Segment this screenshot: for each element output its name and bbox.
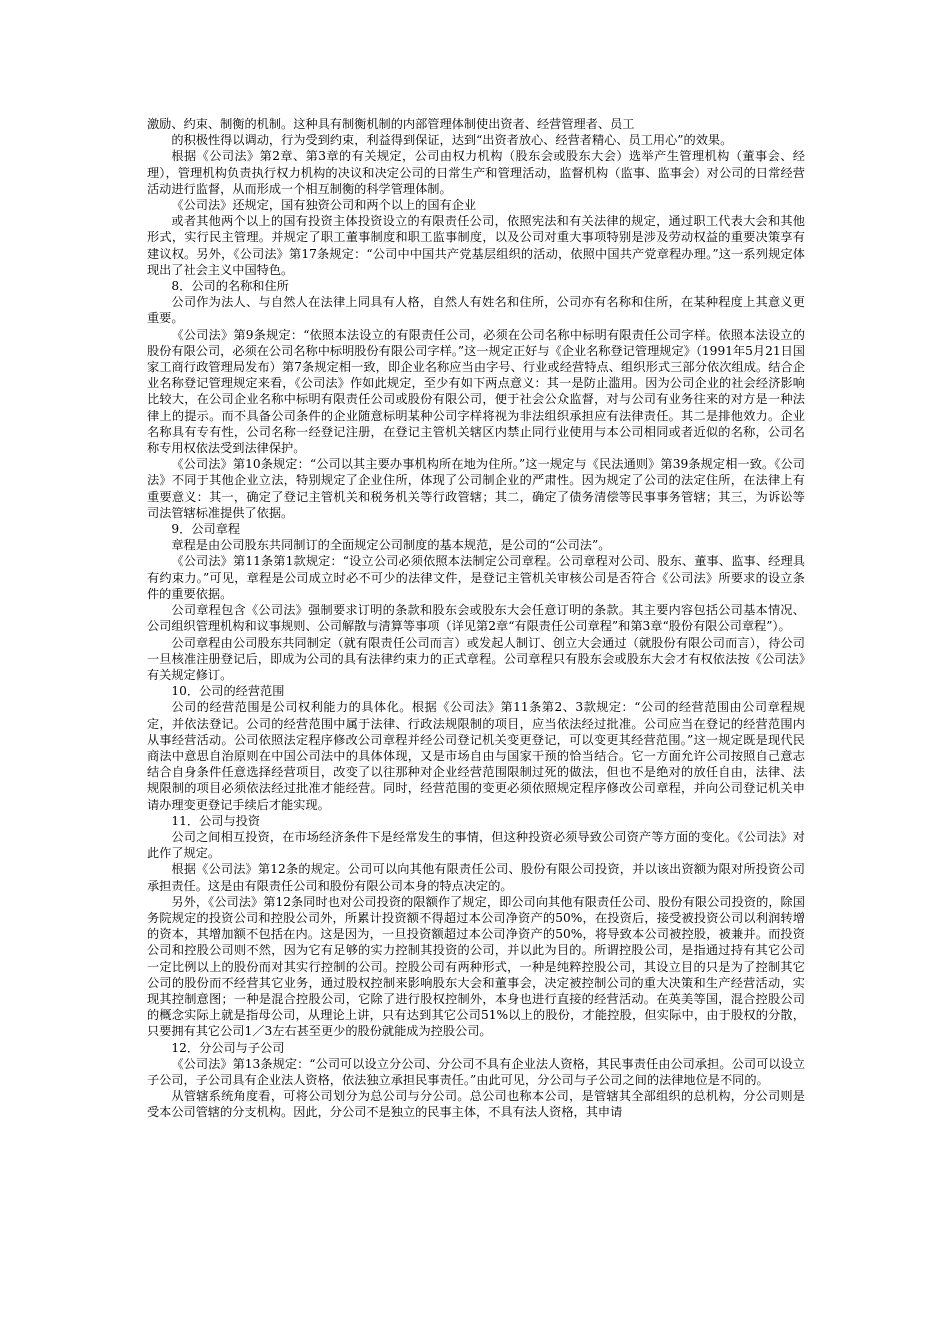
- paragraph: 公司的经营范围是公司权利能力的具体化。根据《公司法》第11条第2、3款规定：“公司的经营范围由公司章程规定，并依法登记。公司的经营范围中属于法律、行政法规限制的项目，应当依法经过批准。公司应当在登记的经营范围内从事经营活动。公司依照法定程序修改公司章程并经公司登记机关变更登记，可以变更其经营范围。”这一规定既是现代民商法中意思自治原则在中国公司法中的具体体现，又是市场自由与国家干预的恰当结合。它一方面允许公司按照自己意志结合自身条件任意选择经营项目，改变了以往那种对企业经营范围限制过死的做法，但也不是绝对的放任自由，法律、法规限制的项目必须依法经过批准才能经营。同时，经营范围的变更必须依照规定程序修改公司章程，并向公司登记机关申请办理变更登记手续后才能实现。: [147, 700, 805, 812]
- paragraph: 根据《公司法》第2章、第3章的有关规定，公司由权力机构（股东会或股东大会）选举产生管理机构（董事会、经理），管理机构负责执行权力机构的决议和决定公司的日常生产和管理活动，监督机构（监事、监事会）对公司的日常经营活动进行监督，从而形成一个相互制衡的科学管理体制。: [147, 149, 805, 196]
- paragraph: 公司章程包含《公司法》强制要求订明的条款和股东会或股东大会任意订明的条款。其主要内容包括公司基本情况、公司组织管理机构和议事规则、公司解散与清算等事项（详见第2章“有限责任公司章程”和第3章“股份有限公司章程”）。: [147, 603, 805, 634]
- paragraph: 激励、约束、制衡的机制。这种具有制衡机制的内部管理体制使出资者、经营管理者、员工: [147, 117, 635, 131]
- section-heading: 10．公司的经营范围: [171, 684, 285, 699]
- paragraph: 从管辖系统角度看，可将公司划分为总公司与分公司。总公司也称本公司，是管辖其全部组织的总机构，分公司则是受本公司管辖的分支机构。因此，分公司不是独立的民事主体，不具有法人资格，其申请: [147, 1089, 805, 1120]
- paragraph: 《公司法》第9条规定：“依照本法设立的有限责任公司，必须在公司名称中标明有限责任公司字样。依照本法设立的股份有限公司，必须在公司名称中标明股份有限公司字样。”这一规定正好与《企业名称登记管理规定》（1991年5月21日国家工商行政管理局发布）第7条规定相一致，即企业名称应当由字号、行业或经营特点、组织形式三部分依次组成。结合企业名称登记管理规定来看，《公司法》作如此规定，至少有如下两点意义：其一是防止滥用。因为公司企业的社会经济影响比较大，在公司企业名称中标明有限责任公司或股份有限公司，便于社会公众监督，对与公司有业务往来的对方是一种法律上的提示。而不具备公司条件的企业随意标明某种公司字样将视为非法组织承担应有法律责任。其二是排他效力。企业名称具有专有性，公司名称一经登记注册，在登记主管机关辖区内禁止同行业使用与本公司相同或者近似的名称，公司名称专用权依法受到法律保护。: [147, 327, 805, 456]
- paragraph: 公司章程由公司股东共同制定（就有限责任公司而言）或发起人制订、创立大会通过（就股份有限公司而言），待公司一旦核准注册登记后，即成为公司的具有法律约束力的正式章程。公司章程只有股东会或股东大会才有权依法按《公司法》有关规定修订。: [147, 635, 805, 682]
- paragraph: 公司之间相互投资，在市场经济条件下是经常发生的事情，但这种投资必须导致公司资产等方面的变化。《公司法》对此作了规定。: [147, 829, 805, 861]
- paragraph: 章程是由公司股东共同制订的全面规定公司制度的基本规范，是公司的“公司法”。: [171, 538, 611, 553]
- document-body: [147, 116, 805, 1121]
- paragraph: 的积极性得以调动，行为受到约束，利益得到保证，达到“出资者放心、经营者精心、员工用心”的效果。: [171, 133, 733, 148]
- paragraph: 根据《公司法》第12条的规定。公司可以向其他有限责任公司、股份有限公司投资，并以该出资额为限对所投资公司承担责任。这是由有限责任公司和股份有限公司本身的特点决定的。: [147, 862, 805, 893]
- section-heading: 12．分公司与子公司: [171, 1040, 285, 1055]
- paragraph: 《公司法》第11条第1款规定：“设立公司必须依照本法制定公司章程。公司章程对公司、股东、董事、监事、经理具有约束力。”可见，章程是公司成立时必不可少的法律文件，是登记主管机关审核公司是否符合《公司法》所要求的设立条件的重要依据。: [147, 554, 805, 601]
- paragraph: 《公司法》还规定，国有独资公司和两个以上的国有企业: [171, 198, 477, 213]
- paragraph: 另外，《公司法》第12条同时也对公司投资的限额作了规定，即公司向其他有限责任公司、股份有限公司投资的，除国务院规定的投资公司和控股公司外，所累计投资额不得超过本公司净资产的50%，在投资后，接受被投资公司以利润转增的资本，其增加额不包括在内。这是因为，一旦投资额超过本公司净资产的50%，将导致本公司被控股，被兼并。而投资公司和控股公司则不然，因为它有足够的实力控制其投资的公司，并以此为目的。所谓控股公司，是指通过持有其它公司一定比例以上的股份而对其实行控制的公司。控股公司有两种形式，一种是纯粹控股公司，其设立目的只是为了控制其它公司的股份而不经营其它业务，通过股权控制来影响股东大会和董事会，决定被控制公司的重大决策和生产经营活动，实现其控制意图；一种是混合控股公司，它除了进行股权控制外，本身也进行直接的经营活动。在英美等国，混合控股公司的概念实际上就是指母公司，从理论上讲，只有达到其它公司51%以上的股份，才能控股，但实际中，由于股权的分散，只要拥有其它公司1／3左右甚至更少的股份就能成为控股公司。: [147, 894, 805, 1039]
- paragraph: 《公司法》第10条规定：“公司以其主要办事机构所在地为住所。”这一规定与《民法通则》第39条规定相一致。《公司法》不同于其他企业立法，特别规定了企业住所，体现了公司制企业的严肃性。因为规定了公司的法定住所，在法律上有重要意义：其一，确定了登记主管机关和税务机关等行政管辖；其二，确定了债务清偿等民事事务管辖；其三，为诉讼等司法管辖标准提供了依据。: [147, 457, 805, 520]
- paragraph: 《公司法》第13条规定：“公司可以设立分公司、分公司不具有企业法人资格，其民事责任由公司承担。公司可以设立子公司，子公司具有企业法人资格，依法独立承担民事责任。”由此可见，分公司与子公司之间的法律地位是不同的。: [147, 1056, 805, 1087]
- paragraph: 或者其他两个以上的国有投资主体投资设立的有限责任公司，依照宪法和有关法律的规定，通过职工代表大会和其他形式，实行民主管理。并规定了职工董事制度和职工监事制度，以及公司对重大事项特别是涉及劳动权益的重要决策享有建议权。另外，《公司法》第17条规定：“公司中中国共产党基层组织的活动，依照中国共产党章程办理。”这一系列规定体现出了社会主义中国特色。: [147, 214, 805, 277]
- paragraph: 公司作为法人、与自然人在法律上同具有人格，自然人有姓名和住所，公司亦有名称和住所，在某种程度上其意义更重要。: [147, 295, 805, 326]
- section-heading: 8．公司的名称和住所: [171, 279, 289, 294]
- section-heading: 11．公司与投资: [171, 813, 261, 828]
- section-heading: 9．公司章程: [171, 522, 241, 537]
